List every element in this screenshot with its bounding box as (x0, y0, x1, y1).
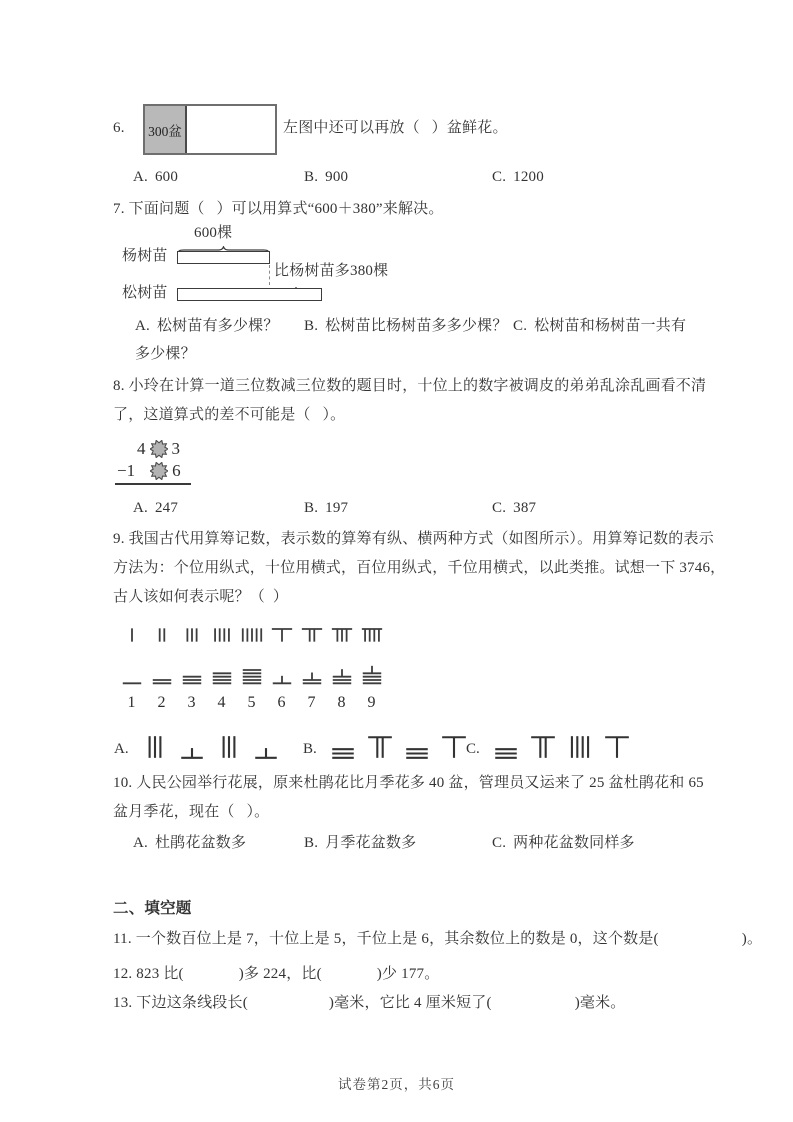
rod-column-7 (298, 627, 325, 712)
q9-option-b: B. (303, 734, 468, 760)
rod-horizontal-5-icon (240, 665, 264, 685)
rod-column-1 (118, 627, 145, 712)
q7-diff-label: 比杨树苗多380棵 (274, 263, 389, 279)
rod-glyph-icon (252, 734, 280, 760)
rod-glyph-icon (141, 734, 169, 760)
q6-number: 6. (113, 120, 125, 136)
q9-option-c: C. (466, 734, 631, 760)
rod-column-5 (238, 627, 265, 712)
q6-stem: 左图中还可以再放（ ）盆鲜花。 (283, 120, 508, 136)
rod-vertical-9-icon (360, 627, 384, 643)
q6-option-a: A. 600 (133, 169, 179, 185)
q10-option-b: B. 月季花盆数多 (304, 835, 417, 851)
rod-column-3 (178, 627, 205, 712)
q7-bar2-label: 松树苗 (122, 285, 168, 301)
q9-stem-line2: 方法为：个位用纵式，十位用横式，百位用纵式，千位用横式，以此类推。试想一下 3746， (113, 560, 726, 576)
q7-bar1-label: 杨树苗 (122, 248, 168, 264)
q10-option-a: A. 杜鹃花盆数多 (133, 835, 247, 851)
rod-glyph-icon (603, 734, 631, 760)
rod-digit: 8 (337, 694, 346, 711)
q7-option-b: B. 松树苗比杨树苗多多少棵？ (304, 318, 508, 334)
rod-horizontal-1-icon (120, 665, 144, 685)
rod-digit: 1 (127, 694, 136, 711)
q9-stem-line1: 9. 我国古代用算筹记数，表示数的算筹有纵、横两种方式（如图所示）。用算筹记数的表示 (113, 531, 714, 547)
rod-glyph-icon (403, 734, 431, 760)
q6-empty-cell (187, 106, 275, 153)
q7-option-c: C. 松树苗和杨树苗一共有 (513, 318, 687, 334)
rod-vertical-1-icon (120, 627, 144, 643)
rod-digit: 4 (217, 694, 226, 711)
rod-horizontal-9-icon (360, 665, 384, 685)
rod-vertical-6-icon (270, 627, 294, 643)
rod-vertical-5-icon (240, 627, 264, 643)
q8-calc-row1: 4 3 (137, 439, 180, 458)
q8-calc-row2: −1 6 (117, 461, 181, 480)
q8-stem-line1: 8. 小玲在计算一道三位数减三位数的题目时，十位上的数字被调皮的弟弟乱涂乱画看不清 (113, 378, 707, 394)
rod-horizontal-3-icon (180, 665, 204, 685)
rod-column-4 (208, 627, 235, 712)
q6-option-b: B. 900 (304, 169, 349, 185)
rod-horizontal-8-icon (330, 665, 354, 685)
q7-brace-label: 600棵 (194, 225, 233, 241)
scribble-blot-icon (150, 440, 168, 458)
q7-bar-pine (177, 288, 322, 301)
q10-option-c: C. 两种花盆数同样多 (492, 835, 635, 851)
q11-text: 11. 一个数百位上是 7，十位上是 5，千位上是 6，其余数位上的数是 0，这个数是( )。 (113, 931, 763, 947)
rod-glyph-icon (492, 734, 520, 760)
rod-digit: 2 (157, 694, 166, 711)
q6-option-c: C. 1200 (492, 169, 544, 185)
q8-option-a: A. 247 (133, 500, 179, 516)
counting-rods-figure (118, 627, 385, 712)
q13-text: 13. 下边这条线段长( )毫米，它比 4 厘米短了( )毫米。 (113, 995, 626, 1011)
q7-option-c-wrap: 多少棵？ (135, 346, 196, 362)
rod-glyph-icon (178, 734, 206, 760)
q8-option-b: B. 197 (304, 500, 349, 516)
scribble-blot-icon (150, 462, 168, 480)
rod-vertical-4-icon (210, 627, 234, 643)
q6-filled-cell-label: 300盆 (148, 123, 182, 139)
rod-digit: 5 (247, 694, 256, 711)
rod-digit: 6 (277, 694, 286, 711)
rod-column-2 (148, 627, 175, 712)
rod-digit: 3 (187, 694, 196, 711)
rod-glyph-icon (329, 734, 357, 760)
rod-glyph-icon (215, 734, 243, 760)
rod-glyph-icon (566, 734, 594, 760)
q8-subtraction-rule (115, 483, 191, 485)
rod-horizontal-4-icon (210, 665, 234, 685)
rod-horizontal-2-icon (150, 665, 174, 685)
rod-vertical-7-icon (300, 627, 324, 643)
q6-filled-cell (145, 106, 187, 153)
q8-option-c: C. 387 (492, 500, 537, 516)
rod-glyph-icon (529, 734, 557, 760)
rod-vertical-8-icon (330, 627, 354, 643)
page-footer: 试卷第2页，共6页 (338, 1077, 455, 1092)
q7-stem: 7. 下面问题（ ）可以用算式“600＋380”来解决。 (113, 201, 444, 217)
q10-stem-line1: 10. 人民公园举行花展，原来杜鹃花比月季花多 40 盆，管理员又运来了 25 盆杜鹃花和 65 (113, 775, 704, 791)
rod-column-9 (358, 627, 385, 712)
q8-stem-line2: 了，这道算式的差不可能是（ ）。 (113, 407, 346, 423)
rod-vertical-3-icon (180, 627, 204, 643)
rod-digit: 7 (307, 694, 316, 711)
rod-glyph-icon (366, 734, 394, 760)
rod-digit: 9 (367, 694, 376, 711)
rod-horizontal-6-icon (270, 665, 294, 685)
q10-stem-line2: 盆月季花，现在（ ）。 (113, 804, 270, 820)
q7-option-a: A. 松树苗有多少棵？ (135, 318, 279, 334)
rod-column-6 (268, 627, 295, 712)
section2-heading: 二、填空题 (113, 900, 192, 917)
rod-horizontal-7-icon (300, 665, 324, 685)
q9-stem-line3: 古人该如何表示呢？（ ） (113, 589, 289, 605)
q12-text: 12. 823 比( )多 224，比( )少 177。 (113, 966, 440, 982)
q9-option-a: A. (114, 734, 280, 760)
q7-bar-poplar (177, 251, 270, 264)
rod-vertical-2-icon (150, 627, 174, 643)
rod-glyph-icon (440, 734, 468, 760)
rod-column-8 (328, 627, 355, 712)
q6-flowerpot-diagram (143, 104, 277, 155)
